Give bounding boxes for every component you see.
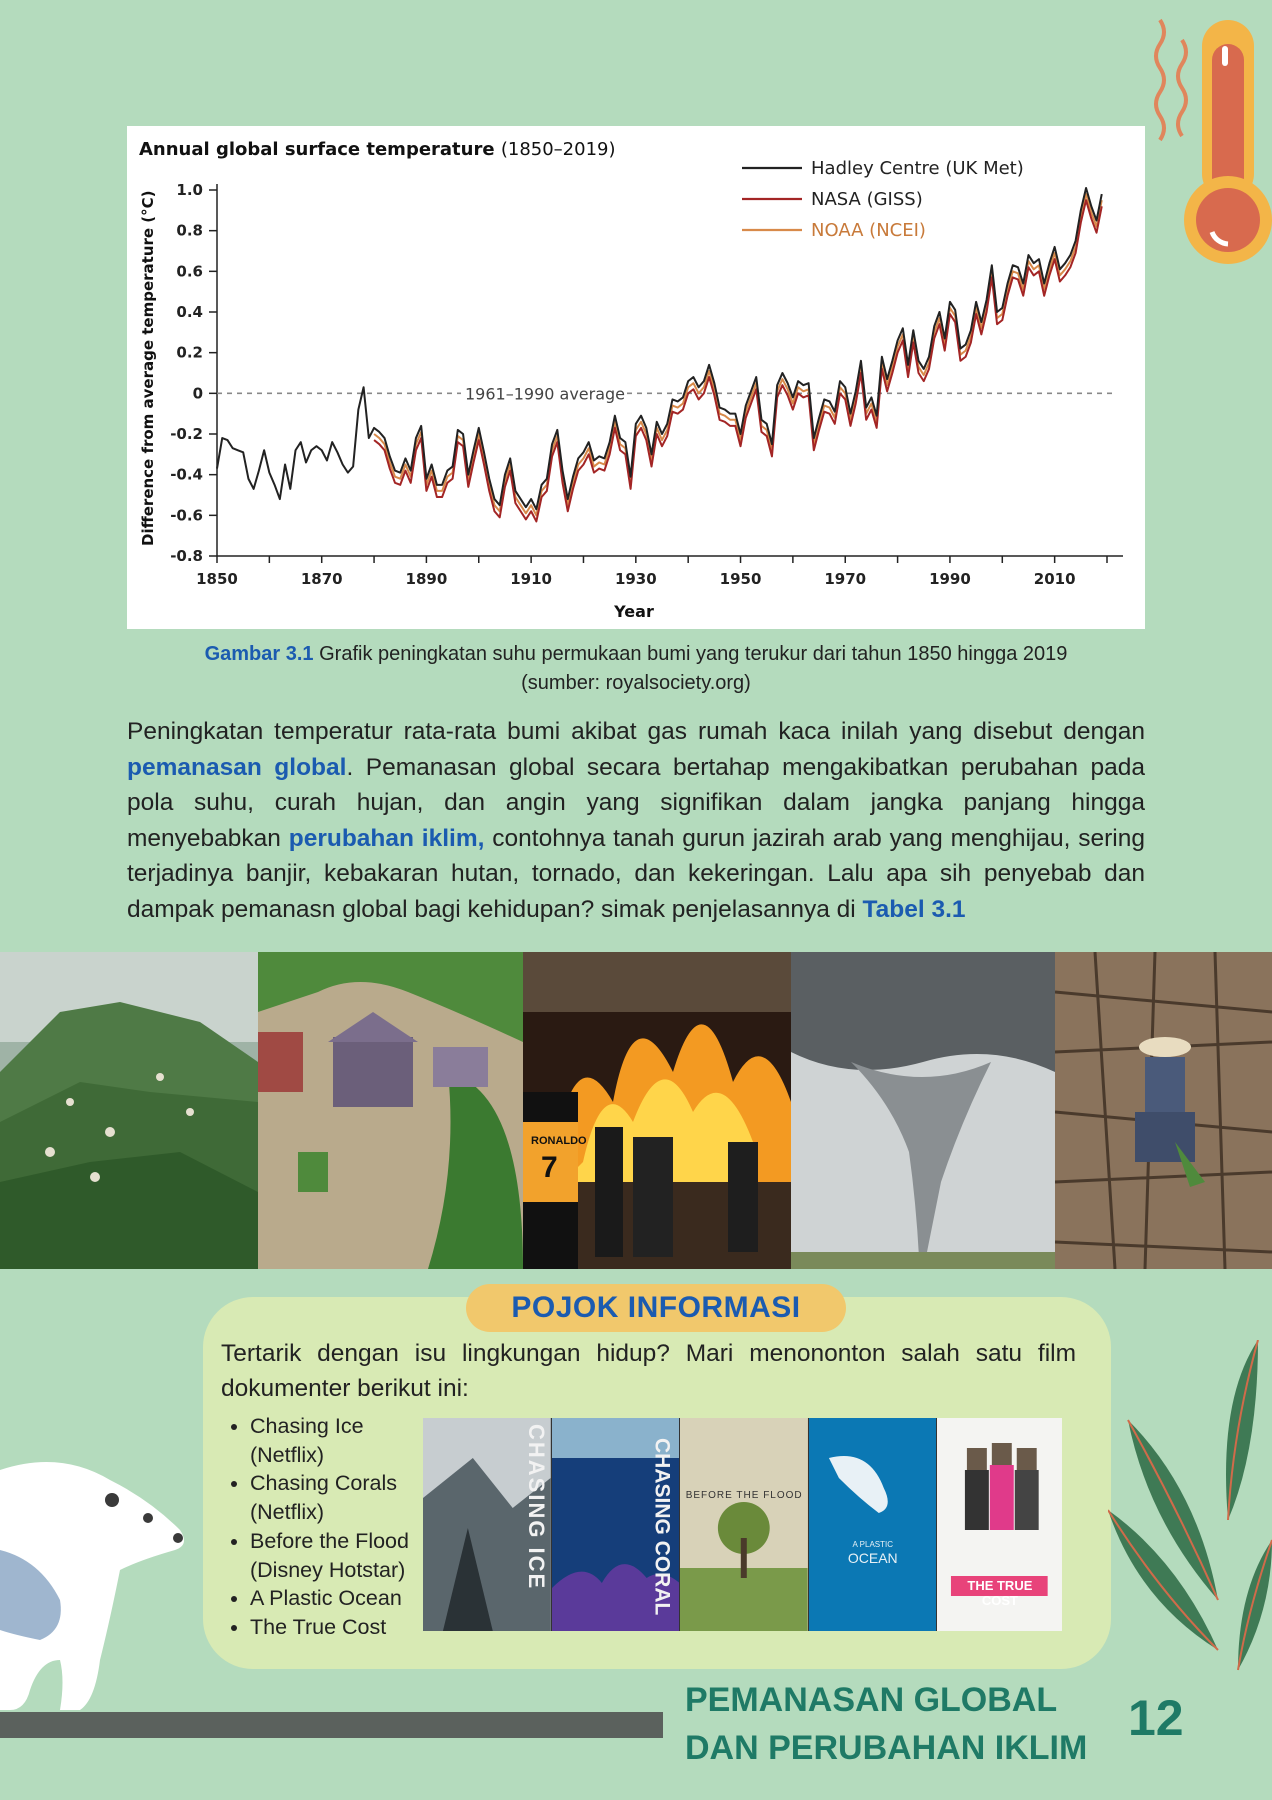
figure-label: Gambar 3.1 [204, 643, 314, 665]
chart-title: Annual global surface temperature (1850–2019) [139, 139, 616, 160]
film-platform: (Netflix) [250, 1500, 325, 1525]
footer-bar [0, 1712, 663, 1738]
x-tick-label: 1950 [719, 570, 762, 588]
film-list-item [250, 1469, 450, 1526]
y-tick-label: 0 [192, 384, 203, 403]
figure-caption [127, 640, 1145, 698]
poster-a-plastic-ocean [809, 1418, 938, 1631]
poster-title-chasing-coral: CHASING CORAL [650, 1438, 674, 1616]
footer-title [685, 1676, 1105, 1772]
poster-title-a-plastic-ocean: OCEAN [847, 1550, 898, 1566]
x-tick-label: 1930 [614, 570, 657, 588]
x-tick-label: 2010 [1033, 570, 1076, 588]
film-title: A Plastic Ocean [250, 1586, 402, 1611]
link-tabel-3-1[interactable]: Tabel 3.1 [862, 895, 966, 923]
film-title: Before the Flood [250, 1528, 409, 1553]
x-tick-label: 1890 [405, 570, 448, 588]
jersey-number: 7 [541, 1151, 558, 1184]
x-tick-label: 1870 [300, 570, 343, 588]
chart-legend [742, 158, 1024, 241]
info-title: POJOK INFORMASI [466, 1284, 846, 1332]
y-tick-label: -0.2 [170, 425, 203, 443]
series-line-2 [374, 194, 1102, 515]
legend-label: NASA (GISS) [811, 189, 923, 210]
x-tick-label: 1910 [510, 570, 552, 588]
film-list-item [250, 1412, 450, 1469]
film-title: The True Cost [250, 1614, 387, 1639]
x-tick-label: 1850 [196, 570, 238, 588]
reference-label: 1961–1990 average [465, 384, 626, 404]
x-tick-label: 1970 [824, 570, 867, 588]
x-axis [196, 556, 1123, 588]
y-axis-label: Difference from average temperature (°C) [139, 190, 157, 546]
film-list [226, 1412, 450, 1642]
series-line-1 [374, 200, 1102, 521]
film-list-item [250, 1584, 450, 1613]
jersey-name: RONALDO [531, 1135, 587, 1147]
legend-label: Hadley Centre (UK Met) [811, 158, 1024, 179]
y-tick-label: 0.2 [176, 343, 203, 362]
film-list-item [250, 1613, 450, 1642]
footer-title-line-2: DAN PERUBAHAN IKLIM [685, 1729, 1088, 1767]
x-axis-label: Year [614, 602, 654, 621]
paragraph-text-2: . Pemanasan global secara bertahap mengakibatkan perubahan pada pola suhu, curah hujan, dan angin yang signifikan dalam jangka panjang hingga menyebabkan [127, 753, 1145, 852]
figure-source: (sumber: royalsociety.org) [521, 672, 751, 694]
highlight-perubahan-iklim: perubahan iklim, [288, 824, 485, 852]
highlight-pemanasan-global: pemanasan global [127, 753, 347, 781]
y-tick-label: 1.0 [176, 181, 203, 199]
poster-title-a-plastic-ocean-small: A PLASTIC [852, 1540, 894, 1549]
leaves-icon [1108, 1340, 1272, 1680]
page-number: 12 [1128, 1690, 1184, 1746]
polar-bear-icon [0, 1460, 200, 1720]
poster-chasing-ice [423, 1418, 552, 1631]
photo-tornado [791, 952, 1055, 1269]
y-axis [170, 181, 217, 565]
poster-chasing-coral [552, 1418, 681, 1631]
film-platform: (Netflix) [250, 1442, 325, 1467]
y-tick-label: 0.8 [176, 221, 203, 240]
y-tick-label: -0.4 [170, 465, 203, 484]
y-tick-label: 0.4 [176, 303, 203, 321]
temperature-chart [127, 126, 1145, 629]
y-tick-label: 0.6 [176, 262, 203, 281]
footer-title-line-1: PEMANASAN GLOBAL [685, 1681, 1058, 1719]
thermometer-icon [1150, 0, 1272, 270]
photo-strip [0, 952, 1272, 1269]
poster-title-before-the-flood: BEFORE THE FLOOD [685, 1490, 803, 1501]
poster-the-true-cost [937, 1418, 1062, 1631]
film-posters [423, 1418, 1062, 1631]
film-list-item [250, 1527, 450, 1584]
poster-title-the-true-cost: THE TRUE COST [967, 1578, 1033, 1608]
photo-drought [1055, 952, 1272, 1269]
body-paragraph [127, 714, 1145, 927]
temperature-chart-svg [127, 126, 1145, 629]
photo-green-desert [0, 952, 258, 1269]
paragraph-text-1: Peningkatan temperatur rata-rata bumi akibat gas rumah kaca inilah yang disebut dengan [127, 718, 1145, 745]
film-title: Chasing Corals [250, 1471, 397, 1496]
paragraph-text-3: contohnya tanah gurun jazirah arab yang menghijau, sering terjadinya banjir, kebakaran hutan, tornado, dan kekeringan. Lalu apa sih penyebab dan dampak pemanasn global bagi kehidupan? simak penjelasannya di [127, 824, 1145, 923]
info-intro-text: Tertarik dengan isu lingkungan hidup? Mari menononton salah satu film dokumenter berikut ini: [221, 1340, 1076, 1402]
poster-before-the-flood [680, 1418, 809, 1631]
x-tick-label: 1990 [929, 570, 971, 588]
photo-forest-fire [523, 952, 791, 1269]
legend-label: NOAA (NCEI) [811, 220, 926, 241]
y-tick-label: -0.6 [170, 506, 203, 525]
film-title: Chasing Ice [250, 1414, 364, 1438]
film-platform: (Disney Hotstar) [250, 1557, 406, 1582]
y-tick-label: -0.8 [170, 547, 203, 565]
series-lines [217, 188, 1102, 521]
figure-caption-text: Grafik peningkatan suhu permukaan bumi yang terukur dari tahun 1850 hingga 2019 [313, 643, 1068, 665]
poster-title-chasing-ice: CHASING ICE [524, 1424, 549, 1591]
photo-flood [258, 952, 523, 1269]
